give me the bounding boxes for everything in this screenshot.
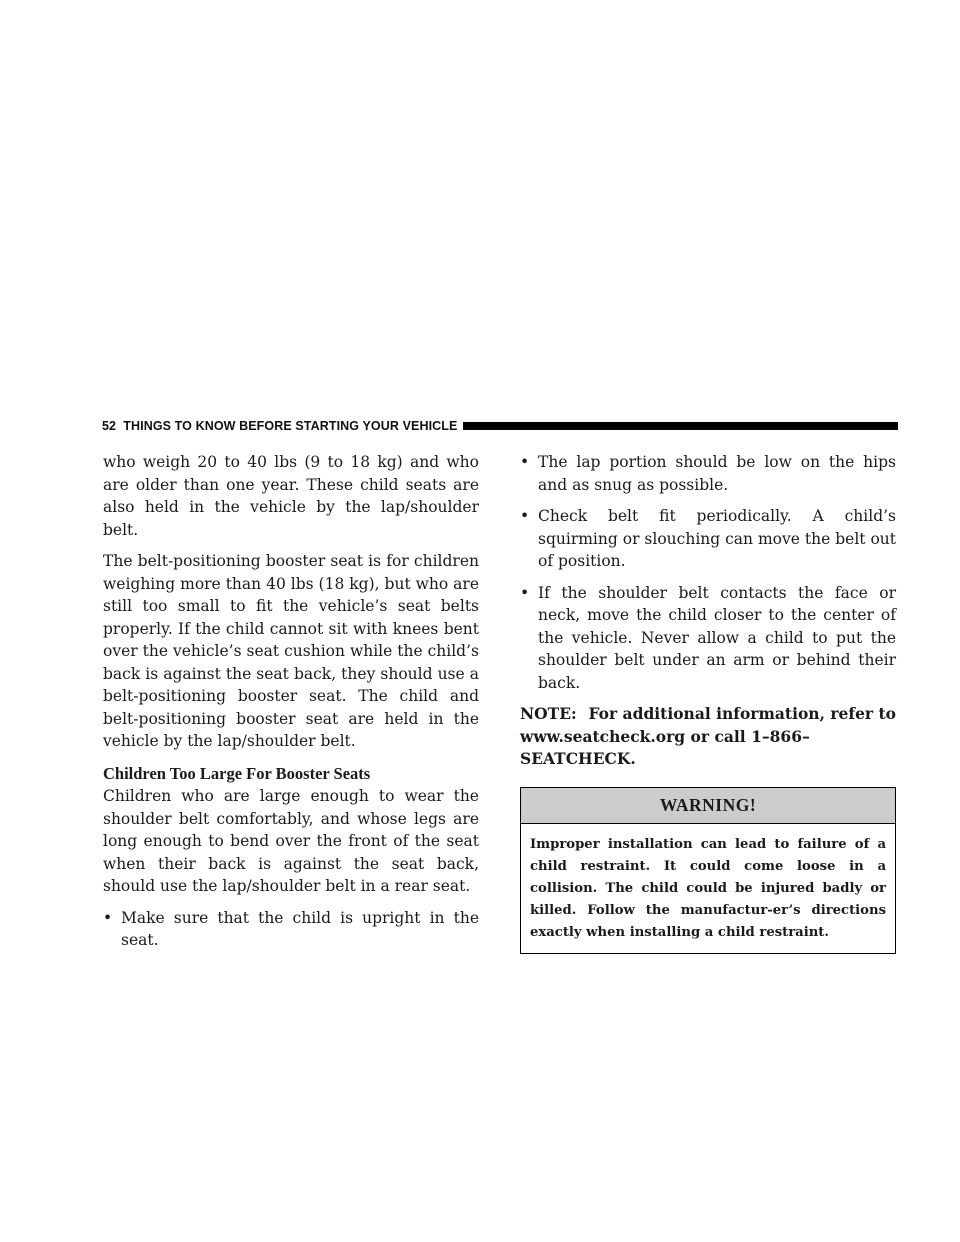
bullet-icon: • (520, 507, 530, 525)
header-label (102, 419, 463, 433)
note-first-line (520, 703, 896, 726)
page-number: 52 (102, 419, 117, 433)
list-item-text: Check belt fit periodically. A child’s squirming or slouching can move the belt out of position. (538, 507, 896, 570)
note-line1: For additional information, refer to (588, 704, 896, 723)
section-subheading: Children Too Large For Booster Seats (103, 763, 371, 783)
bullet-icon: • (103, 908, 113, 927)
bullet-icon: • (520, 583, 530, 602)
note-block (520, 703, 896, 771)
booster-paragraph: The belt-positioning booster seat is for children weighing more than 40 lbs (18 kg), but who are still too small to fit the vehicle’s seat belts properly. If the child cannot sit with knees bent over the vehicle’s seat cushion while the child’s back is against the seat back, they should use a belt-positioning booster seat. The child and belt-positioning booster seat are held in the vehicle by the lap/shoulder belt. (103, 552, 479, 750)
list-item (520, 582, 896, 695)
note-line2: www.seatcheck.org or call 1–866–SEATCHECK. (520, 726, 810, 768)
right-column (520, 451, 896, 954)
warning-title: WARNING! (521, 788, 895, 825)
warning-body: Improper installation can lead to failure of a child restraint. It could come loose in a collision. The child could be injured badly or killed. Follow the manufactur-er’s directions exactly when installing a child restraint. (530, 837, 886, 940)
list-item (103, 907, 479, 952)
section-title: THINGS TO KNOW BEFORE STARTING YOUR VEHICLE (123, 419, 458, 433)
list-item-text: The lap portion should be low on the hips and as snug as possible. (538, 453, 896, 494)
list-item-text: If the shoulder belt contacts the face or neck, move the child closer to the center of the vehicle. Never allow a child to put the shoulder belt under an arm or behind their back. (538, 583, 896, 692)
warning-box (520, 787, 896, 955)
header-rule (463, 422, 898, 430)
bullet-icon: • (520, 453, 530, 471)
list-item-text: Make sure that the child is upright in the seat. (121, 908, 479, 949)
intro-paragraph: who weigh 20 to 40 lbs (9 to 18 kg) and who are older than one year. These child seats are also held in the vehicle by the lap/shoulder belt. (103, 453, 479, 539)
page-header (102, 419, 898, 433)
note-label: NOTE: (520, 704, 577, 723)
large-children-paragraph: Children who are large enough to wear the shoulder belt comfortably, and whose legs are long enough to bend over the front of the seat when their back is against the seat back, should use the lap/shoulder belt in a rear seat. (103, 787, 479, 895)
left-bullet-list (103, 907, 479, 952)
list-item (520, 505, 896, 573)
list-item (520, 451, 896, 496)
left-column (103, 451, 479, 961)
right-bullet-list (520, 451, 896, 694)
